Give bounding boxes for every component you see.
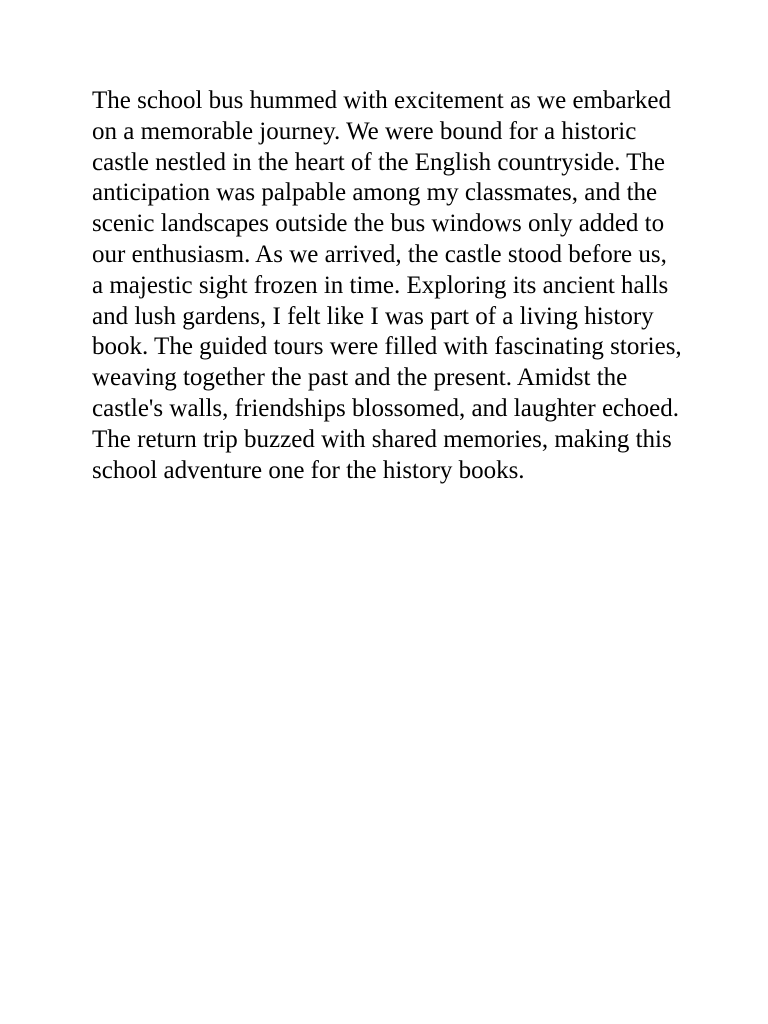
body-paragraph: The school bus hummed with excitement as we embarked on a memorable journey. We were bound for a historic castle nestled in the heart of the English countryside. The anticipation was palpable among my classmates, and the scenic landscapes outside the bus windows only added to our enthusiasm. As we arrived, the castle stood before us, a majestic sight frozen in time. Exploring its ancient halls and lush gardens, I felt like I was part of a living history book. The guided tours were filled with fascinating stories, weaving together the past and the present. Amidst the castle's walls, friendships blossomed, and laughter echoed. The return trip buzzed with shared memories, making this school adventure one for the history books. (92, 87, 682, 484)
